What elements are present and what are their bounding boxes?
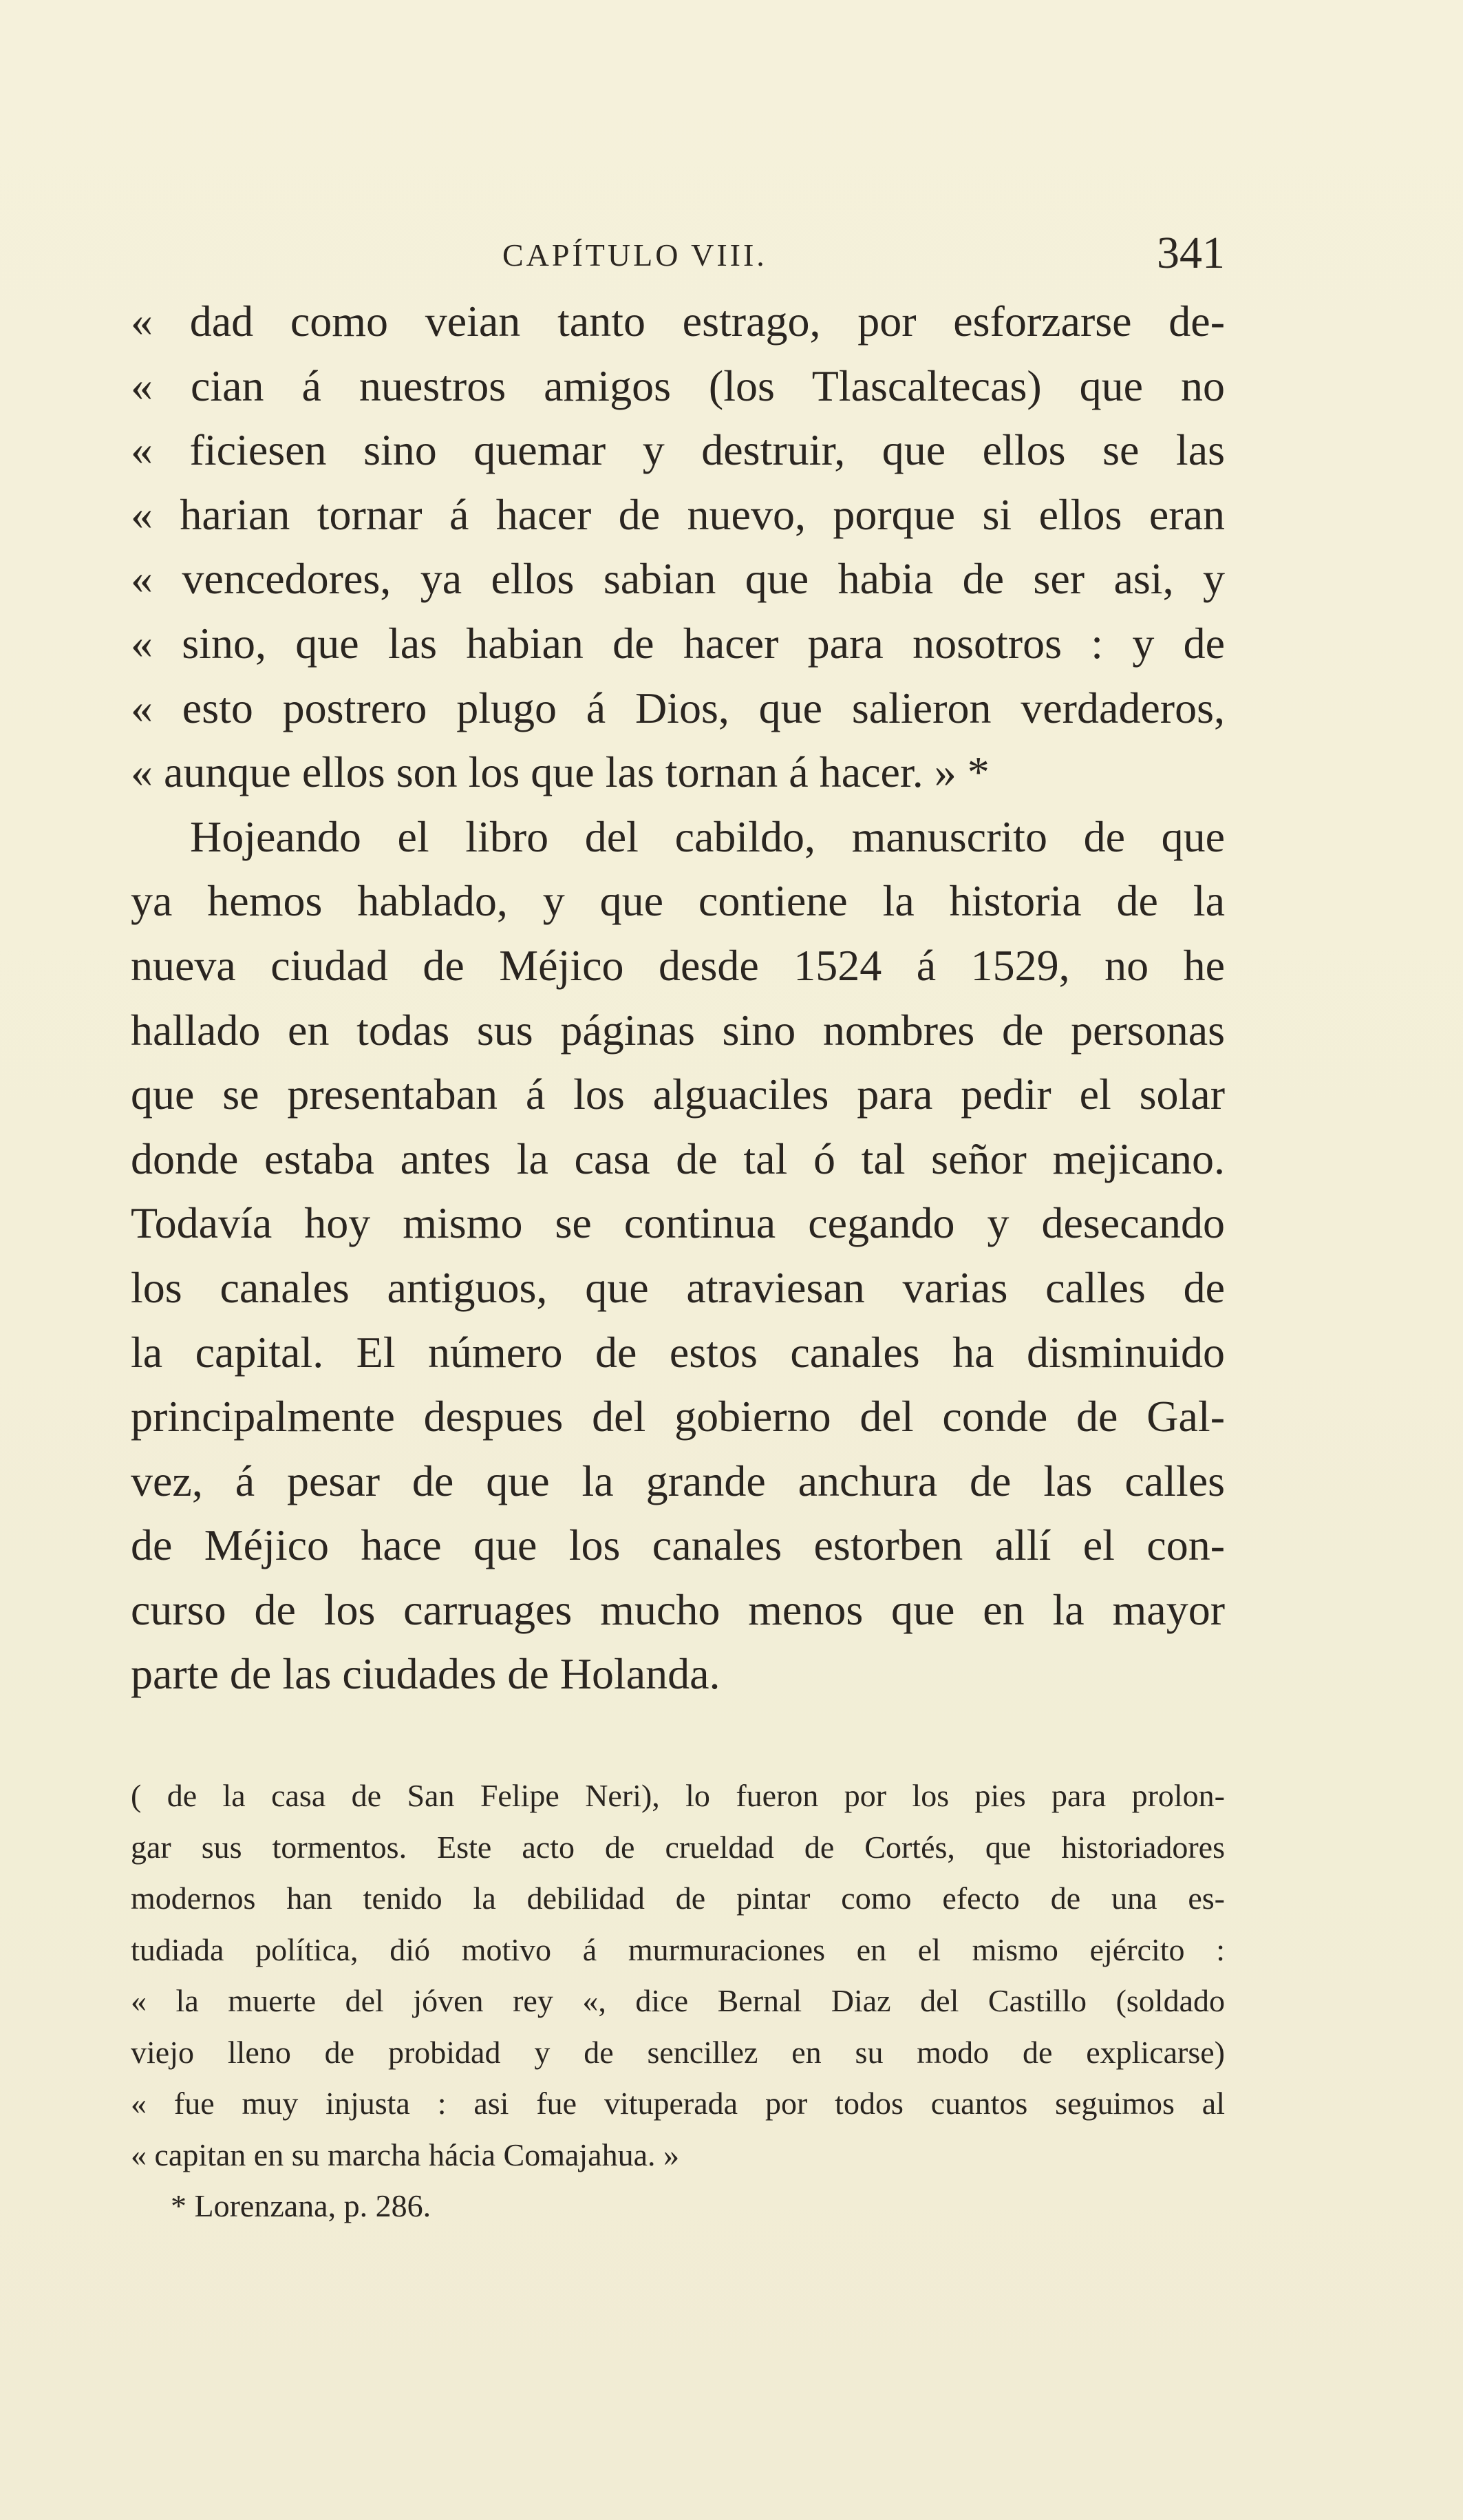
text-line: « vencedores, ya ellos sabian que habia de ser asi, y: [131, 554, 1225, 604]
text-line: los canales antiguos, que atraviesan varias calles de: [131, 1262, 1225, 1312]
text-line: de Méjico hace que los canales estorben allí el con-: [131, 1521, 1225, 1570]
text-line: « aunque ellos son los que las tornan á hacer. » *: [131, 748, 990, 797]
text-line: vez, á pesar de que la grande anchura de las calles: [131, 1456, 1225, 1505]
text-line: donde estaba antes la casa de tal ó tal señor mejicano.: [131, 1134, 1225, 1183]
text-line: « esto postrero plugo á Dios, que salieron verdaderos,: [131, 683, 1225, 732]
text-line: que se presentaban á los alguaciles para pedir el solar: [131, 1070, 1225, 1119]
text-line: ya hemos hablado, y que contiene la historia de la: [131, 876, 1225, 926]
text-line: « cian á nuestros amigos (los Tlascaltecas) que no: [131, 361, 1225, 410]
text-line: curso de los carruages mucho menos que en la mayor: [131, 1585, 1225, 1634]
footnote-line: ( de la casa de San Felipe Neri), lo fueron por los pies para prolon-: [131, 1778, 1225, 1813]
footnotes: [131, 1770, 1225, 2232]
footnote-line: tudiada política, dió motivo á murmuraciones en el mismo ejército :: [131, 1931, 1225, 1967]
main-text: [131, 289, 1225, 1706]
text-line: hallado en todas sus páginas sino nombres de personas: [131, 1005, 1225, 1055]
text-line: « dad como veian tanto estrago, por esforzarse de-: [131, 297, 1225, 346]
footnote-line: * Lorenzana, p. 286.: [171, 2188, 431, 2223]
page-header: [131, 227, 1225, 282]
text-line: Todavía hoy mismo se continua cegando y desecando: [131, 1198, 1225, 1248]
page-number: 341: [1157, 228, 1225, 278]
text-line: principalmente despues del gobierno del conde de Gal-: [131, 1392, 1225, 1441]
footnote-line: « la muerte del jóven rey «, dice Bernal Diaz del Castillo (soldado: [131, 1983, 1225, 2018]
footnote-line: « capitan en su marcha hácia Comajahua. »: [131, 2137, 680, 2172]
text-line: « harian tornar á hacer de nuevo, porque si ellos eran: [131, 489, 1225, 539]
footnote-line: modernos han tenido la debilidad de pintar como efecto de una es-: [131, 1881, 1225, 1916]
footnote-line: « fue muy injusta : asi fue vituperada por todos cuantos seguimos al: [131, 2086, 1225, 2121]
text-line: la capital. El número de estos canales ha disminuido: [131, 1327, 1225, 1377]
text-line: parte de las ciudades de Holanda.: [131, 1649, 720, 1699]
running-title: CAPÍTULO VIII.: [502, 237, 767, 273]
text-line: Hojeando el libro del cabildo, manuscrito de que: [190, 812, 1225, 861]
text-line: « sino, que las habian de hacer para nosotros : y de: [131, 618, 1225, 668]
text-line: « ficiesen sino quemar y destruir, que ellos se las: [131, 425, 1225, 475]
footnote-line: viejo lleno de probidad y de sencillez en su modo de explicarse): [131, 2034, 1225, 2070]
text-line: nueva ciudad de Méjico desde 1524 á 1529, no he: [131, 940, 1225, 990]
footnote-line: gar sus tormentos. Este acto de crueldad de Cortés, que historiadores: [131, 1829, 1225, 1865]
